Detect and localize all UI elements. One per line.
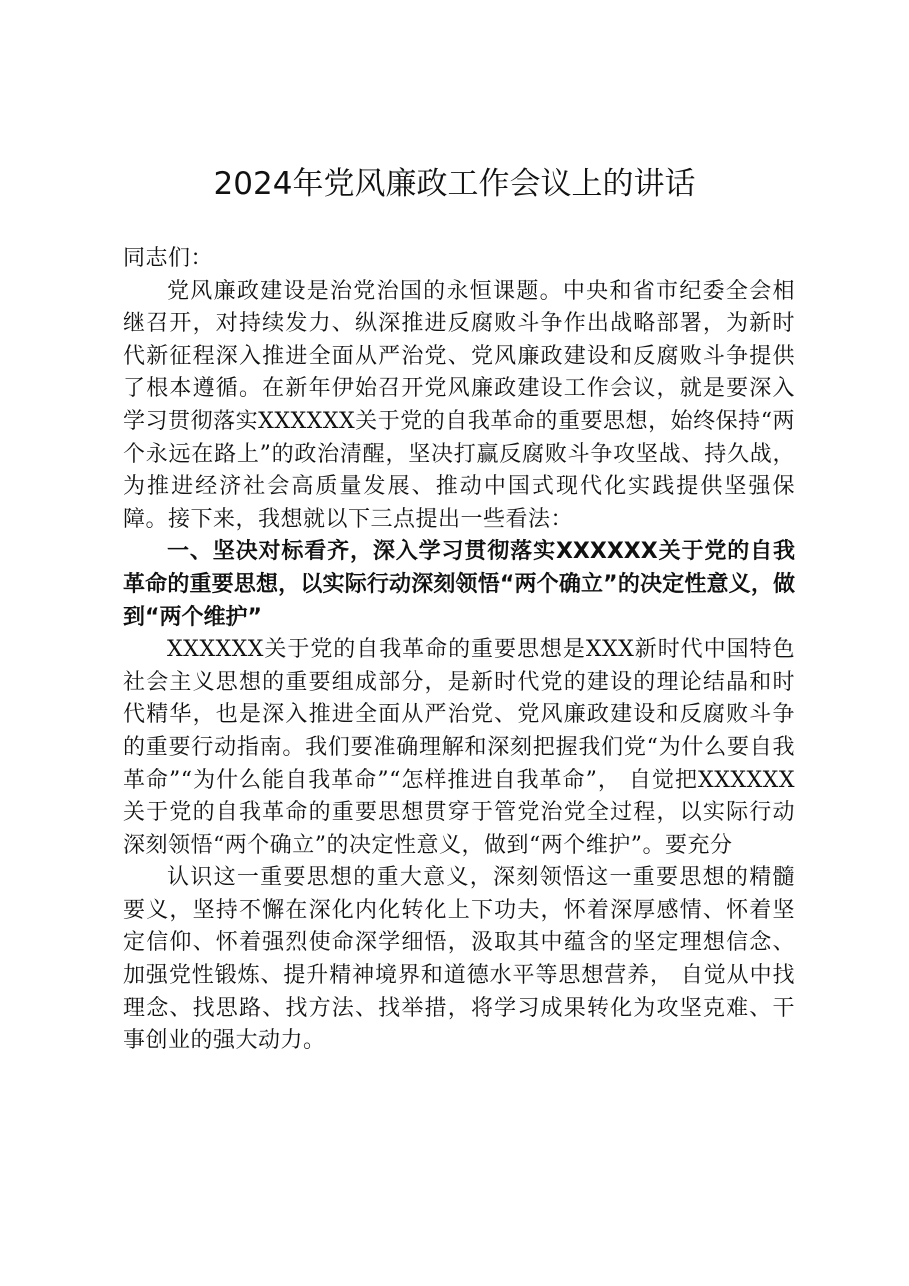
document-title: 2024年党风廉政工作会议上的讲话 [213, 166, 696, 202]
section-1-paragraph-2: 认识这一重要思想的重大意义，深刻领悟这一重要思想的精髓要义，坚持不懈在深化内化转化上下功夫，怀着深厚感情、怀着坚定信仰、怀着强烈使命深学细悟，汲取其中蕴含的坚定理想信念、加强党性锻炼、提升精神境界和道德水平等思想营养， 自觉从中找理念、找思路、找方法、找举措，将学习成果转化为攻坚克难、干事创业的强大动力。 [123, 865, 795, 1054]
salutation: 同志们： [123, 246, 214, 271]
intro-paragraph: 党风廉政建设是治党治国的永恒课题。中央和省市纪委全会相继召开，对持续发力、纵深推进反腐败斗争作出战略部署，为新时代新征程深入推进全面从严治党、党风廉政建设和反腐败斗争提供了根本遵循。在新年伊始召开党风廉政建设工作会议，就是要深入学习贯彻落实XXXXXX关于党的自我革命的重要思想，始终保持“两个永远在路上”的政治清醒，坚决打赢反腐败斗争攻坚战、持久战，为推进经济社会高质量发展、推动中国式现代化实践提供坚强保障。接下来，我想就以下三点提出一些看法： [123, 278, 795, 532]
document-body [123, 243, 795, 1058]
section-heading-1: 一、坚决对标看齐，深入学习贯彻落实XXXXXX关于党的自我革命的重要思想，以实际行动深刻领悟“两个确立”的决定性意义，做到“两个维护” [123, 539, 795, 630]
section-1-paragraph-1: XXXXXX关于党的自我革命的重要思想是XXX新时代中国特色社会主义思想的重要组成部分，是新时代党的建设的理论结晶和时代精华，也是深入推进全面从严治党、党风廉政建设和反腐败斗争的重要行动指南。我们要准确理解和深刻把握我们党“为什么要自我革命”“为什么能自我革命”“怎样推进自我革命”， 自觉把XXXXXX关于党的自我革命的重要思想贯穿于管党治党全过程，以实际行动深刻领悟“两个确立”的决定性意义，做到“两个维护”。要充分 [123, 637, 795, 858]
